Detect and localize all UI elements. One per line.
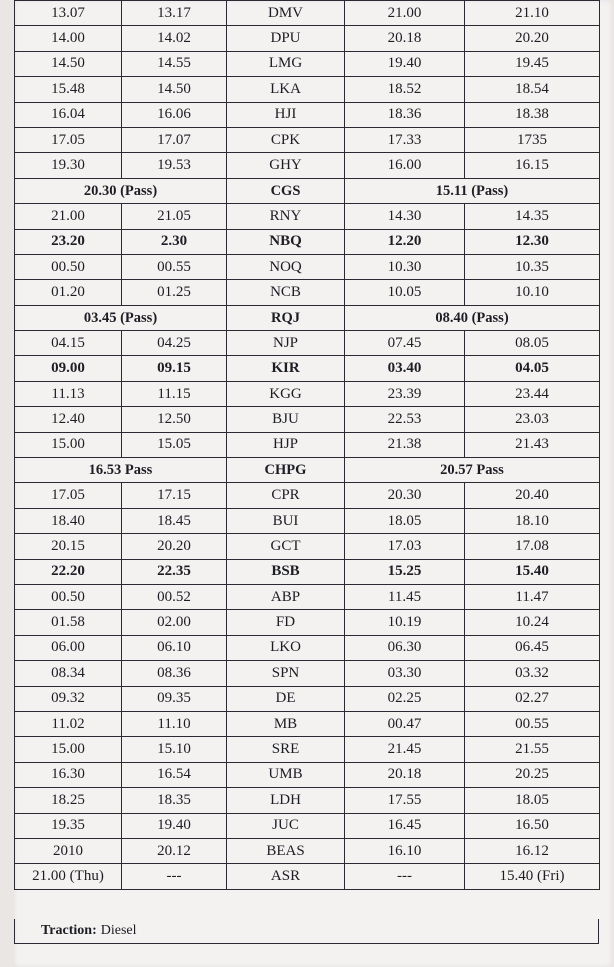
table-row [15,559,600,584]
arrival-up-cell: 17.05 [15,127,122,152]
arrival-down-cell: 17.33 [345,127,465,152]
arrival-up-cell: 14.50 [15,51,122,76]
station-code-cell: LDH [227,788,345,813]
departure-up-cell: 16.54 [122,762,227,787]
departure-up-cell: 13.17 [122,1,227,26]
departure-down-cell: 10.24 [465,610,600,635]
departure-down-cell: 18.05 [465,788,600,813]
departure-up-cell: --- [122,864,227,889]
station-code-cell: BUI [227,508,345,533]
pass-time-down: 15.11 (Pass) [345,178,600,203]
table-row [15,51,600,76]
table-row [15,838,600,863]
table-row [15,432,600,457]
station-code-cell: LKA [227,77,345,102]
table-row [15,788,600,813]
departure-down-cell: 00.55 [465,711,600,736]
arrival-up-cell: 19.30 [15,153,122,178]
departure-down-cell: 17.08 [465,534,600,559]
table-row [15,127,600,152]
departure-down-cell: 20.25 [465,762,600,787]
arrival-down-cell: 16.10 [345,838,465,863]
traction-label: Traction: [41,923,97,938]
departure-down-cell: 16.12 [465,838,600,863]
arrival-up-cell: 04.15 [15,331,122,356]
table-row [15,864,600,889]
arrival-down-cell: 17.55 [345,788,465,813]
departure-up-cell: 00.52 [122,584,227,609]
table-row [15,331,600,356]
table-row [15,356,600,381]
arrival-up-cell: 11.13 [15,381,122,406]
departure-up-cell: 14.50 [122,77,227,102]
pass-station: CHPG [227,458,345,483]
departure-up-cell: 17.07 [122,127,227,152]
departure-up-cell: 08.36 [122,661,227,686]
table-row [15,204,600,229]
departure-down-cell: 23.03 [465,407,600,432]
station-code-cell: RNY [227,204,345,229]
arrival-up-cell: 12.40 [15,407,122,432]
pass-time-down: 08.40 (Pass) [345,305,600,330]
station-code-cell: ABP [227,584,345,609]
table-row [15,610,600,635]
arrival-down-cell: 14.30 [345,204,465,229]
arrival-down-cell: 12.20 [345,229,465,254]
table-row [15,1,600,26]
arrival-down-cell: 10.19 [345,610,465,635]
station-code-cell: BSB [227,559,345,584]
pass-row [15,305,600,330]
station-code-cell: JUC [227,813,345,838]
table-row [15,153,600,178]
station-code-cell: NCB [227,280,345,305]
arrival-up-cell: 22.20 [15,559,122,584]
arrival-up-cell: 2010 [15,838,122,863]
arrival-down-cell: 02.25 [345,686,465,711]
arrival-down-cell: 20.18 [345,26,465,51]
departure-up-cell: 19.40 [122,813,227,838]
pass-station: RQJ [227,305,345,330]
table-row [15,254,600,279]
pass-time-down: 20.57 Pass [345,458,600,483]
table-row [15,407,600,432]
departure-down-cell: 18.54 [465,77,600,102]
departure-down-cell: 20.20 [465,26,600,51]
pass-time-up: 16.53 Pass [15,458,227,483]
arrival-up-cell: 15.48 [15,77,122,102]
station-code-cell: LMG [227,51,345,76]
arrival-up-cell: 01.58 [15,610,122,635]
arrival-up-cell: 11.02 [15,711,122,736]
arrival-down-cell: 18.36 [345,102,465,127]
arrival-down-cell: 18.05 [345,508,465,533]
departure-up-cell: 02.00 [122,610,227,635]
station-code-cell: BEAS [227,838,345,863]
arrival-up-cell: 01.20 [15,280,122,305]
departure-down-cell: 04.05 [465,356,600,381]
departure-down-cell: 16.50 [465,813,600,838]
arrival-down-cell: 11.45 [345,584,465,609]
departure-down-cell: 18.38 [465,102,600,127]
departure-up-cell: 15.10 [122,737,227,762]
station-code-cell: SRE [227,737,345,762]
station-code-cell: ASR [227,864,345,889]
table-row [15,508,600,533]
station-code-cell: HJI [227,102,345,127]
table-row [15,661,600,686]
station-code-cell: SPN [227,661,345,686]
departure-down-cell: 16.15 [465,153,600,178]
arrival-up-cell: 18.40 [15,508,122,533]
departure-down-cell: 1735 [465,127,600,152]
arrival-down-cell: 23.39 [345,381,465,406]
pass-time-up: 20.30 (Pass) [15,178,227,203]
station-code-cell: NBQ [227,229,345,254]
arrival-down-cell: 19.40 [345,51,465,76]
departure-up-cell: 19.53 [122,153,227,178]
departure-up-cell: 17.15 [122,483,227,508]
station-code-cell: DE [227,686,345,711]
arrival-down-cell: 16.00 [345,153,465,178]
arrival-down-cell: 20.30 [345,483,465,508]
station-code-cell: CPK [227,127,345,152]
arrival-up-cell: 00.50 [15,584,122,609]
table-row [15,584,600,609]
departure-down-cell: 21.43 [465,432,600,457]
arrival-down-cell: 03.40 [345,356,465,381]
traction-value: Diesel [100,923,137,938]
departure-down-cell: 15.40 [465,559,600,584]
arrival-down-cell: 16.45 [345,813,465,838]
station-code-cell: BJU [227,407,345,432]
arrival-up-cell: 00.50 [15,254,122,279]
arrival-up-cell: 15.00 [15,737,122,762]
departure-down-cell: 08.05 [465,331,600,356]
departure-down-cell: 18.10 [465,508,600,533]
arrival-down-cell: 06.30 [345,635,465,660]
station-code-cell: DPU [227,26,345,51]
departure-up-cell: 20.20 [122,534,227,559]
arrival-up-cell: 21.00 (Thu) [15,864,122,889]
table-row [15,26,600,51]
table-row [15,762,600,787]
departure-up-cell: 12.50 [122,407,227,432]
departure-up-cell: 11.10 [122,711,227,736]
station-code-cell: CPR [227,483,345,508]
departure-up-cell: 09.35 [122,686,227,711]
arrival-up-cell: 06.00 [15,635,122,660]
arrival-up-cell: 20.15 [15,534,122,559]
departure-up-cell: 18.35 [122,788,227,813]
departure-up-cell: 21.05 [122,204,227,229]
departure-up-cell: 06.10 [122,635,227,660]
departure-down-cell: 12.30 [465,229,600,254]
arrival-up-cell: 13.07 [15,1,122,26]
departure-up-cell: 22.35 [122,559,227,584]
arrival-down-cell: 21.00 [345,1,465,26]
departure-up-cell: 16.06 [122,102,227,127]
arrival-down-cell: 20.18 [345,762,465,787]
departure-up-cell: 09.15 [122,356,227,381]
pass-row [15,458,600,483]
departure-up-cell: 14.02 [122,26,227,51]
arrival-down-cell: 21.45 [345,737,465,762]
table-row [15,534,600,559]
arrival-up-cell: 21.00 [15,204,122,229]
table-row [15,381,600,406]
table-row [15,102,600,127]
departure-up-cell: 11.15 [122,381,227,406]
table-row [15,483,600,508]
arrival-up-cell: 15.00 [15,432,122,457]
departure-up-cell: 04.25 [122,331,227,356]
station-code-cell: GHY [227,153,345,178]
station-code-cell: FD [227,610,345,635]
arrival-down-cell: 03.30 [345,661,465,686]
arrival-down-cell: 22.53 [345,407,465,432]
table-row [15,813,600,838]
arrival-down-cell: 17.03 [345,534,465,559]
pass-station: CGS [227,178,345,203]
table-row [15,77,600,102]
station-code-cell: GCT [227,534,345,559]
arrival-up-cell: 17.05 [15,483,122,508]
departure-down-cell: 06.45 [465,635,600,660]
departure-down-cell: 21.10 [465,1,600,26]
arrival-up-cell: 09.32 [15,686,122,711]
departure-up-cell: 01.25 [122,280,227,305]
station-code-cell: DMV [227,1,345,26]
station-code-cell: KGG [227,381,345,406]
arrival-up-cell: 19.35 [15,813,122,838]
arrival-up-cell: 08.34 [15,661,122,686]
departure-up-cell: 2.30 [122,229,227,254]
departure-down-cell: 20.40 [465,483,600,508]
arrival-down-cell: 21.38 [345,432,465,457]
table-row [15,635,600,660]
arrival-down-cell: 00.47 [345,711,465,736]
arrival-down-cell: 15.25 [345,559,465,584]
departure-down-cell: 10.10 [465,280,600,305]
arrival-down-cell: --- [345,864,465,889]
departure-down-cell: 11.47 [465,584,600,609]
departure-up-cell: 20.12 [122,838,227,863]
station-code-cell: NOQ [227,254,345,279]
departure-down-cell: 02.27 [465,686,600,711]
station-code-cell: NJP [227,331,345,356]
table-row [15,711,600,736]
table-row [15,280,600,305]
departure-down-cell: 15.40 (Fri) [465,864,600,889]
arrival-up-cell: 23.20 [15,229,122,254]
arrival-down-cell: 07.45 [345,331,465,356]
traction-footer [14,919,599,944]
table-row [15,686,600,711]
station-code-cell: LKO [227,635,345,660]
departure-down-cell: 19.45 [465,51,600,76]
table-row [15,229,600,254]
pass-row [15,178,600,203]
arrival-down-cell: 18.52 [345,77,465,102]
arrival-down-cell: 10.30 [345,254,465,279]
station-code-cell: HJP [227,432,345,457]
station-code-cell: UMB [227,762,345,787]
departure-up-cell: 00.55 [122,254,227,279]
table-row [15,737,600,762]
departure-down-cell: 21.55 [465,737,600,762]
station-code-cell: MB [227,711,345,736]
arrival-up-cell: 16.04 [15,102,122,127]
arrival-down-cell: 10.05 [345,280,465,305]
pass-time-up: 03.45 (Pass) [15,305,227,330]
departure-down-cell: 10.35 [465,254,600,279]
departure-down-cell: 14.35 [465,204,600,229]
station-code-cell: KIR [227,356,345,381]
arrival-up-cell: 18.25 [15,788,122,813]
departure-down-cell: 23.44 [465,381,600,406]
departure-down-cell: 03.32 [465,661,600,686]
arrival-up-cell: 16.30 [15,762,122,787]
timetable-table [14,0,600,890]
departure-up-cell: 14.55 [122,51,227,76]
arrival-up-cell: 09.00 [15,356,122,381]
arrival-up-cell: 14.00 [15,26,122,51]
departure-up-cell: 18.45 [122,508,227,533]
departure-up-cell: 15.05 [122,432,227,457]
